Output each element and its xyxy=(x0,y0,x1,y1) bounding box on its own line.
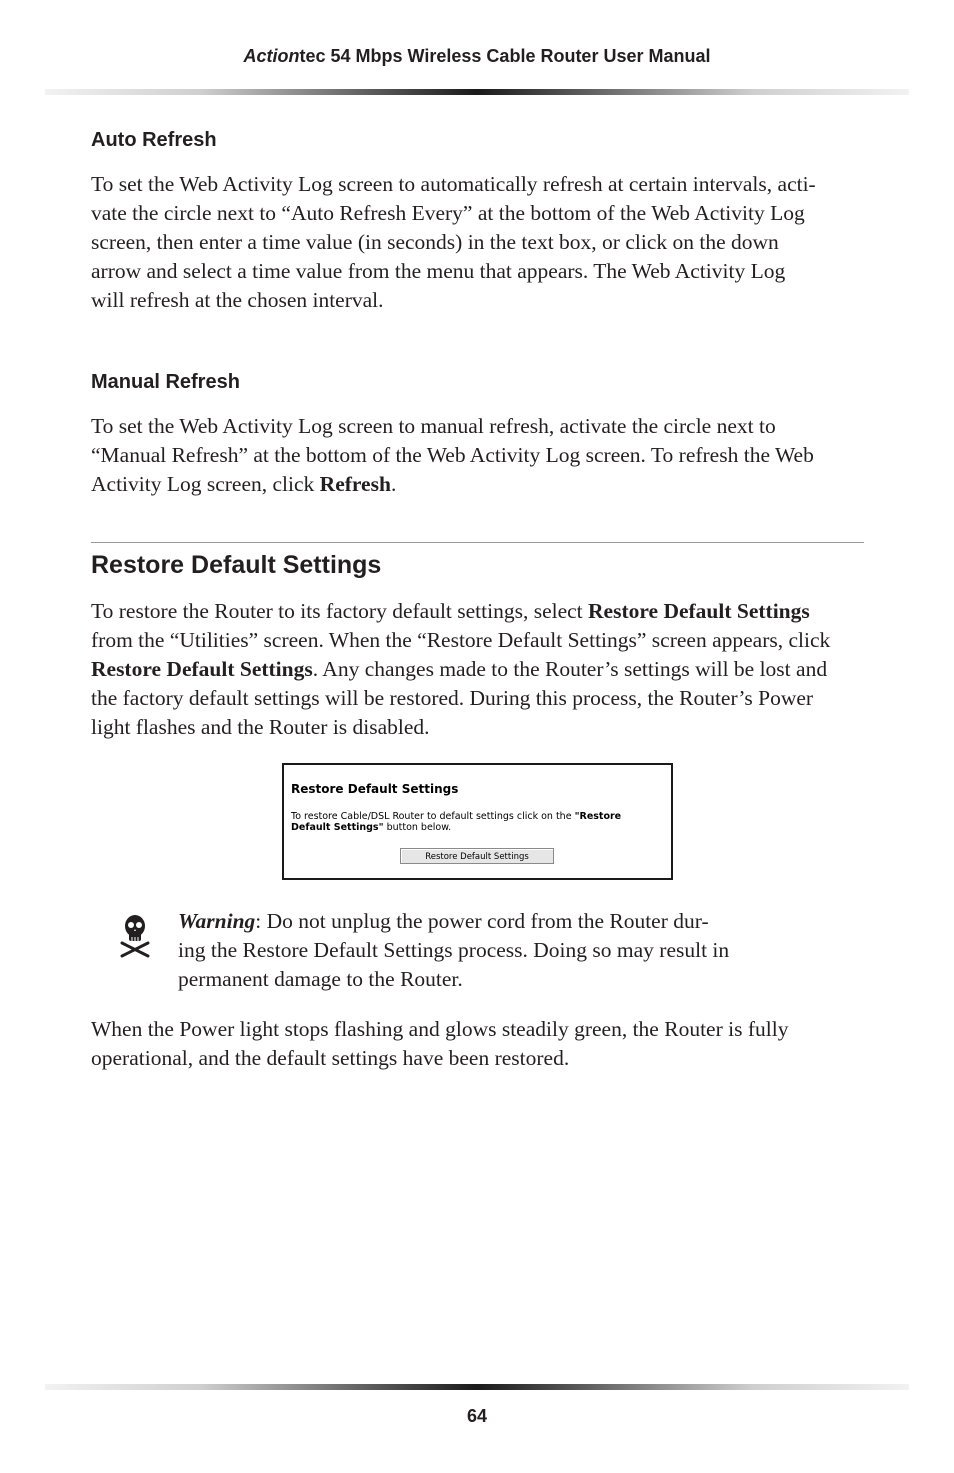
restore-term: Restore Default Settings xyxy=(91,657,313,681)
closing-line: When the Power light stops flashing and glows steadily green, the Router is fully xyxy=(91,1017,789,1041)
restore-line xyxy=(91,655,866,684)
manual-refresh-line xyxy=(91,470,866,499)
auto-refresh-line: To set the Web Activity Log screen to automatically refresh at certain intervals, acti- xyxy=(91,172,816,196)
restore-line: light flashes and the Router is disabled. xyxy=(91,715,430,739)
warning-text: : Do not unplug the power cord from the Router dur- xyxy=(255,909,709,933)
section-divider xyxy=(91,542,864,543)
restore-paragraph xyxy=(91,597,866,742)
auto-refresh-line: vate the circle next to “Auto Refresh Every” at the bottom of the Web Activity Log xyxy=(91,201,805,225)
closing-line: operational, and the default settings have been restored. xyxy=(91,1046,570,1070)
manual-refresh-text: . xyxy=(390,472,397,496)
screenshot-text: To restore Cable/DSL Router to default settings click on the xyxy=(291,811,575,822)
page-number: 64 xyxy=(466,1406,488,1426)
manual-refresh-text: Activity Log screen, click xyxy=(91,472,320,496)
warning-line: ing the Restore Default Settings process. Doing so may result in xyxy=(178,938,730,962)
restore-line xyxy=(91,597,866,626)
footer-rule xyxy=(45,1384,909,1390)
closing-paragraph xyxy=(91,1015,866,1073)
screenshot-title: Restore Default Settings xyxy=(291,782,459,796)
header-rule xyxy=(45,89,909,95)
restore-screenshot xyxy=(282,763,673,880)
auto-refresh-heading: Auto Refresh xyxy=(91,129,217,151)
header-title: tec 54 Mbps Wireless Cable Router User Manual xyxy=(299,46,711,66)
screenshot-text: button below. xyxy=(383,822,452,833)
restore-text: To restore the Router to its factory default settings, select xyxy=(91,599,589,623)
restore-line: the factory default settings will be restored. During this process, the Router’s Power xyxy=(91,686,814,710)
screenshot-text-bold: "Restore Default Settings" xyxy=(291,811,622,833)
screenshot-instructions xyxy=(291,811,651,833)
warning-label: Warning xyxy=(178,909,256,933)
restore-term: Restore Default Settings xyxy=(588,599,810,623)
refresh-term: Refresh xyxy=(319,472,391,496)
manual-refresh-paragraph xyxy=(91,412,866,499)
manual-refresh-heading: Manual Refresh xyxy=(91,371,240,393)
auto-refresh-line: will refresh at the chosen interval. xyxy=(91,288,384,312)
manual-refresh-line: “Manual Refresh” at the bottom of the Web Activity Log screen. To refresh the Web xyxy=(91,443,814,467)
restore-default-settings-button[interactable]: Restore Default Settings xyxy=(400,848,554,864)
running-header xyxy=(0,46,954,67)
warning-line xyxy=(178,907,778,936)
warning-line: permanent damage to the Router. xyxy=(178,967,463,991)
skull-crossbones-icon xyxy=(118,912,152,958)
manual-refresh-line: To set the Web Activity Log screen to manual refresh, activate the circle next to xyxy=(91,414,776,438)
header-brand: Action xyxy=(243,46,300,66)
restore-line: from the “Utilities” screen. When the “Restore Default Settings” screen appears, click xyxy=(91,628,831,652)
restore-text: . Any changes made to the Router’s settings will be lost and xyxy=(312,657,828,681)
auto-refresh-paragraph xyxy=(91,170,866,315)
auto-refresh-line: screen, then enter a time value (in seconds) in the text box, or click on the down xyxy=(91,230,779,254)
warning-paragraph xyxy=(178,907,778,994)
auto-refresh-line: arrow and select a time value from the menu that appears. The Web Activity Log xyxy=(91,259,786,283)
restore-heading: Restore Default Settings xyxy=(91,551,382,579)
